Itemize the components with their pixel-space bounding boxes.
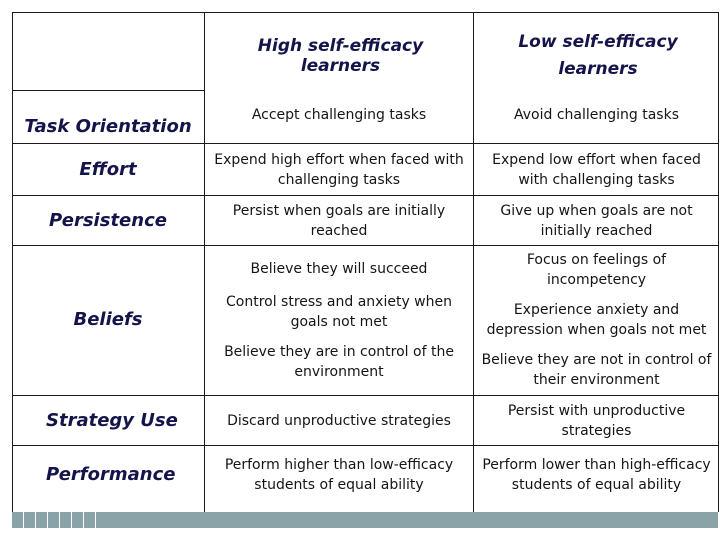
cell-beliefs-high-3: Believe they are in control of the environment (224, 344, 454, 380)
cell-beliefs-low-1: Focus on feelings of incompetency (526, 252, 667, 288)
cell-performance-high: Perform higher than low-efficacy students of equal ability (224, 457, 454, 493)
cell-beliefs-low-3: Believe they are not in control of their environment (481, 352, 712, 388)
row-divider (12, 245, 719, 246)
row-label-task-orientation: Task Orientation (24, 116, 192, 137)
cell-strategy-use-low: Persist with unproductive strategies (507, 402, 686, 439)
cell-effort-high: Expend high effort when faced with challenging tasks (214, 151, 464, 188)
cell-strategy-use-high: Discard unproductive strategies (227, 412, 451, 429)
row-label-persistence: Persistence (49, 209, 167, 231)
footer-square (36, 512, 48, 528)
footer-square (48, 512, 60, 528)
cell-task-orientation-low: Avoid challenging tasks (514, 107, 679, 123)
footer-square (72, 512, 84, 528)
cell-beliefs-high-1: Believe they will succeed (250, 261, 428, 277)
row-divider (12, 90, 204, 91)
header-low-self-efficacy: Low self-efficacy learners (518, 32, 678, 79)
header-high-self-efficacy: High self-efficacy learners (257, 36, 424, 76)
cell-persistence-low: Give up when goals are not initially reached (500, 202, 693, 239)
cell-persistence-high: Persist when goals are initially reached (232, 202, 446, 239)
row-label-beliefs: Beliefs (73, 309, 143, 330)
footer-square (84, 512, 96, 528)
row-label-effort: Effort (79, 158, 137, 180)
cell-task-orientation-high: Accept challenging tasks (251, 107, 427, 123)
footer-band (12, 512, 718, 528)
footer-square (60, 512, 72, 528)
cell-performance-low: Perform lower than high-efficacy students of equal ability (482, 457, 711, 493)
row-label-performance: Performance (46, 464, 176, 485)
footer-square (12, 512, 24, 528)
cell-beliefs-low-2: Experience anxiety and depression when goals not met (486, 302, 707, 338)
cell-effort-low: Expend low effort when faced with challenging tasks (492, 151, 701, 188)
footer-square (24, 512, 36, 528)
cell-beliefs-high-2: Control stress and anxiety when goals not met (225, 294, 452, 330)
row-label-strategy-use: Strategy Use (46, 409, 178, 431)
